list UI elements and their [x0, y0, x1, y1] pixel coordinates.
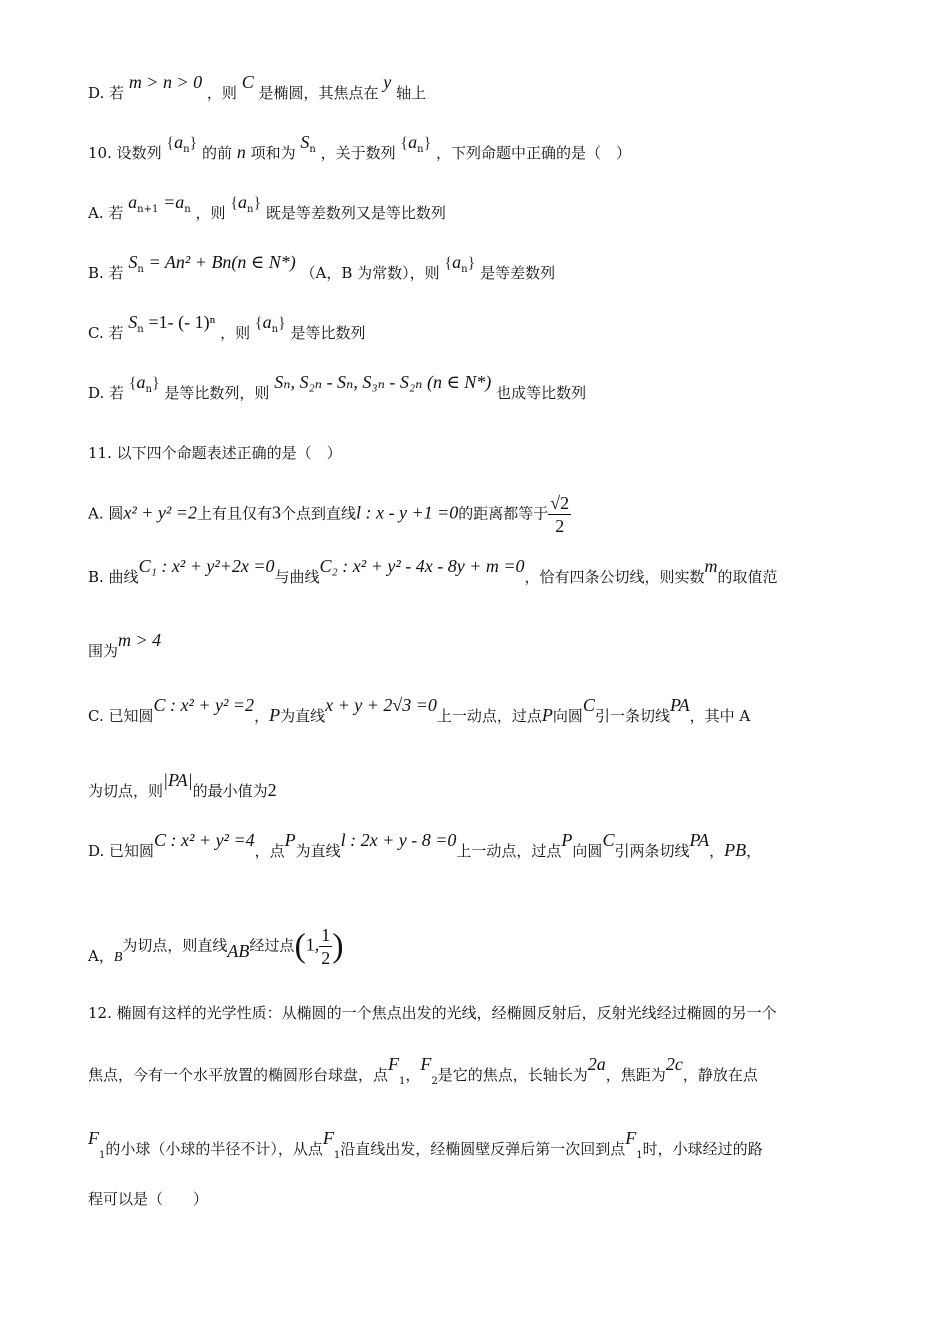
text: 的最小值为 — [192, 782, 268, 800]
text: ，则 — [195, 204, 226, 222]
math-2c: 2c — [665, 1054, 683, 1074]
text: 是等比数列 — [290, 324, 366, 342]
text: 项和为 — [250, 144, 296, 162]
text: 轴上 — [396, 84, 427, 102]
text: ，下列命题中正确的是（ ） — [436, 144, 632, 162]
text: ，则 — [206, 84, 237, 102]
math-expr: =a — [163, 192, 185, 212]
fraction: $\frac{√2}{2}$ — [550, 493, 570, 536]
text: ，恰有四条公切线，则实数 — [524, 568, 705, 586]
q11-option-b-line2 — [88, 630, 862, 661]
question-number: 10. 设数列 — [88, 144, 162, 162]
math-condition: m > n > 0 — [128, 72, 203, 92]
math-sub: n — [183, 144, 190, 155]
math-sub: n — [309, 144, 316, 155]
math-F: F — [420, 1054, 432, 1074]
q12-line2: 焦点，今有一个水平放置的椭圆形台球盘，点$F_1$，$F_2$是它的焦点，长轴长为2a，焦距为2c，静放在点 — [88, 1054, 758, 1087]
text: 引两条切线 — [614, 842, 690, 860]
text: ，关于数列 — [320, 144, 396, 162]
math-curve2: C₂ : x² + y² - 4x - 8y + m =0 — [319, 556, 525, 576]
text: 沿直线出发，经椭圆壁反弹后第一次回到点 — [340, 1140, 626, 1158]
math-PA: PA — [669, 695, 690, 715]
math-PA: PA — [689, 830, 710, 850]
q10-option-c: C. 若 $S_n =1-$ (- 1)ⁿ ，则 $\{a_n\}$ 是等比数列 — [88, 312, 366, 342]
math-line: l : 2x + y - 8 =0 — [340, 830, 457, 850]
math-AB: AB — [227, 940, 250, 961]
q11-option-c-line2 — [88, 770, 862, 801]
math-circle: x² + y² =2 — [123, 502, 197, 523]
math-P: P — [269, 705, 281, 725]
q11-option-b-line1 — [88, 556, 862, 587]
math-F: F — [388, 1054, 400, 1074]
text: D. 若 — [88, 384, 125, 402]
math-circle: C : x² + y² =4 — [154, 830, 255, 850]
text: 是等差数列 — [480, 264, 556, 282]
text: 为切点，则 — [88, 782, 164, 800]
math-expr: Sₙ, S₂ₙ - Sₙ, S₃ₙ - S₂ₙ (n ∈ N*) — [274, 372, 492, 392]
math-condition: m > 4 — [118, 630, 162, 650]
math-line: l : x - y +1 =0 — [355, 502, 459, 523]
text: 的小球（小球的半径不计），从点 — [105, 1140, 323, 1158]
text: 围为 — [88, 642, 119, 660]
q11-option-a — [88, 492, 862, 537]
text: 向圆 — [552, 707, 583, 725]
math-m: m — [704, 556, 718, 576]
text: 的前 — [202, 144, 233, 162]
text: D. 已知圆 — [88, 842, 155, 860]
text: 的取值范 — [717, 568, 778, 586]
math-y: y — [383, 72, 392, 92]
q11-option-d-line2: A，B为切点，则直线AB经过点(1, $\frac{1}{2}$ ) — [88, 925, 344, 968]
text: ，则 — [220, 324, 251, 342]
text: 既是等差数列又是等比数列 — [265, 204, 446, 222]
text: 经过点 — [249, 936, 295, 955]
text: B. 若 — [88, 264, 124, 282]
text: ，其中 A — [689, 707, 751, 725]
text: ，静放在点 — [682, 1066, 758, 1084]
text: 向圆 — [572, 842, 603, 860]
text: A. 圆 — [88, 504, 124, 523]
text: 引一条切线 — [594, 707, 670, 725]
text: 的距离都等于 — [458, 504, 549, 523]
text: 是椭圆，其焦点在 — [258, 84, 379, 102]
q12-line4: 程可以是（ ） — [88, 1190, 209, 1208]
text: ，点 — [254, 842, 285, 860]
text: A. 若 — [88, 204, 124, 222]
text: A， — [88, 946, 114, 965]
text: B. 曲线 — [88, 568, 139, 586]
text: 是它的焦点，长轴长为 — [437, 1066, 588, 1084]
math-C: C — [241, 72, 254, 92]
text: C. 已知圆 — [88, 707, 154, 725]
math-abs-PA: |PA| — [163, 770, 193, 790]
text: ，焦距为 — [605, 1066, 666, 1084]
math-B: B — [113, 949, 123, 965]
math-a: a — [408, 132, 418, 152]
math-n: n — [236, 142, 246, 162]
q12-line3: $F_1$的小球（小球的半径不计），从点$F_1$沿直线出发，经椭圆壁反弹后第一次回到点$F_1$时，小球经过的路 — [88, 1128, 763, 1161]
math-value: 2 — [267, 780, 277, 800]
math-sub: n — [417, 144, 424, 155]
math-expr: =1- (- 1)ⁿ — [148, 312, 216, 332]
q12-line1: 12. 椭圆有这样的光学性质：从椭圆的一个焦点出发的光线，经椭圆反射后，反射光线经过椭圆的另一个 — [88, 1004, 777, 1022]
text: 也成等比数列 — [496, 384, 587, 402]
text: 上一动点，过点 — [456, 842, 562, 860]
text: 是等比数列，则 — [164, 384, 270, 402]
math-point-x: 1, — [305, 934, 320, 955]
fraction: $\frac{1}{2}$ — [321, 925, 331, 968]
text: D. 若 — [88, 84, 125, 102]
q11-stem: 11. 以下四个命题表述正确的是（ ） — [88, 444, 342, 462]
text: 上有且仅有 — [196, 504, 272, 523]
math-expr: = An² + Bn(n ∈ N*) — [148, 252, 296, 272]
text: 为切点，则直线 — [122, 936, 228, 955]
q10-option-b: B. 若 $S_n = An^2 + Bn(n$ ∈ N*) （A，B 为常数），则 $\{a_n\}$ 是等差数列 — [88, 252, 556, 282]
q11-option-d-line1: D. 已知圆C : x² + y² =4，点P为直线l : 2x + y - 8 =0上一动点，过点P向圆C引两条切线PA，PB， — [88, 830, 762, 860]
q10-option-a: A. 若 $a_{n+1} =a_n$ ，则 $\{a_n\}$ 既是等差数列又是等比数列 — [88, 192, 446, 222]
text: C. 若 — [88, 324, 124, 342]
q10-stem: 10. 设数列 $\{a_n\}$ 的前 n 项和为 $S_n$ ，关于数列 $\{a_n\}$ ，下列命题中正确的是（ ） — [88, 132, 632, 162]
math-circle: C : x² + y² =2 — [153, 695, 255, 715]
text: ， — [254, 707, 270, 725]
text: 个点到直线 — [280, 504, 356, 523]
q9-option-d — [88, 72, 862, 103]
text: 为直线 — [295, 842, 341, 860]
math-P: P — [541, 705, 553, 725]
text: 时，小球经过的路 — [642, 1140, 763, 1158]
math-S: S — [300, 132, 310, 152]
math-PB: PB — [724, 840, 747, 860]
text: （A，B 为常数），则 — [300, 264, 440, 282]
math-2a: 2a — [587, 1054, 606, 1074]
text: 与曲线 — [274, 568, 320, 586]
text: 焦点，今有一个水平放置的椭圆形台球盘，点 — [88, 1066, 389, 1084]
math-a: a — [174, 132, 184, 152]
math-number: 3 — [271, 502, 281, 523]
q10-option-d: D. 若 $\{a_n\}$ 是等比数列，则 Sₙ, S₂ₙ - Sₙ, S₃ₙ - S₂ₙ (n ∈ N*) 也成等比数列 — [88, 372, 587, 402]
math-line: x + y + 2√3 =0 — [325, 695, 437, 715]
text: 上一动点，过点 — [436, 707, 542, 725]
math-curve1: C₁ : x² + y²+2x =0 — [138, 556, 275, 576]
text: 为直线 — [280, 707, 326, 725]
q11-option-c-line1: C. 已知圆C : x² + y² =2，P为直线x + y + 2√3 =0上一动点，过点P向圆C引一条切线PA，其中 A — [88, 695, 751, 725]
